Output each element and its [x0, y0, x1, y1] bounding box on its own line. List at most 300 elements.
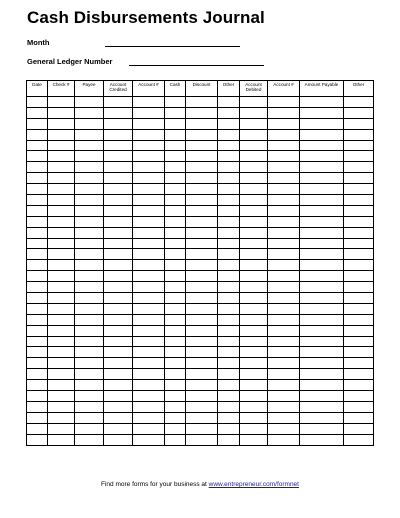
table-cell[interactable] — [240, 434, 268, 445]
table-cell[interactable] — [48, 303, 75, 314]
table-cell[interactable] — [186, 412, 218, 423]
table-cell[interactable] — [27, 238, 48, 249]
table-cell[interactable] — [300, 173, 344, 184]
table-cell[interactable] — [240, 271, 268, 282]
table-cell[interactable] — [75, 358, 104, 369]
table-cell[interactable] — [48, 173, 75, 184]
table-cell[interactable] — [75, 423, 104, 434]
table-cell[interactable] — [240, 184, 268, 195]
table-cell[interactable] — [186, 227, 218, 238]
table-cell[interactable] — [218, 151, 240, 162]
table-cell[interactable] — [240, 107, 268, 118]
table-cell[interactable] — [48, 358, 75, 369]
table-cell[interactable] — [240, 282, 268, 293]
table-cell[interactable] — [344, 216, 374, 227]
table-cell[interactable] — [133, 107, 165, 118]
footer-link[interactable]: www.entrepreneur.com/formnet — [208, 481, 299, 488]
table-cell[interactable] — [104, 314, 133, 325]
table-cell[interactable] — [27, 162, 48, 173]
table-cell[interactable] — [165, 129, 186, 140]
table-cell[interactable] — [268, 282, 300, 293]
table-cell[interactable] — [104, 195, 133, 206]
table-cell[interactable] — [300, 358, 344, 369]
table-cell[interactable] — [104, 336, 133, 347]
table-cell[interactable] — [27, 184, 48, 195]
table-cell[interactable] — [75, 227, 104, 238]
table-cell[interactable] — [344, 314, 374, 325]
table-cell[interactable] — [133, 314, 165, 325]
table-cell[interactable] — [165, 336, 186, 347]
table-cell[interactable] — [133, 205, 165, 216]
table-cell[interactable] — [344, 325, 374, 336]
table-cell[interactable] — [104, 205, 133, 216]
table-cell[interactable] — [344, 423, 374, 434]
table-cell[interactable] — [75, 184, 104, 195]
table-cell[interactable] — [104, 184, 133, 195]
table-cell[interactable] — [218, 227, 240, 238]
table-cell[interactable] — [133, 151, 165, 162]
table-cell[interactable] — [300, 401, 344, 412]
table-cell[interactable] — [218, 412, 240, 423]
table-cell[interactable] — [27, 358, 48, 369]
table-cell[interactable] — [218, 401, 240, 412]
table-cell[interactable] — [240, 412, 268, 423]
table-cell[interactable] — [186, 173, 218, 184]
table-cell[interactable] — [27, 140, 48, 151]
table-cell[interactable] — [75, 205, 104, 216]
table-cell[interactable] — [344, 303, 374, 314]
table-cell[interactable] — [344, 260, 374, 271]
table-cell[interactable] — [218, 184, 240, 195]
table-cell[interactable] — [344, 205, 374, 216]
table-cell[interactable] — [300, 216, 344, 227]
table-cell[interactable] — [218, 303, 240, 314]
table-cell[interactable] — [300, 412, 344, 423]
table-cell[interactable] — [186, 216, 218, 227]
table-cell[interactable] — [27, 303, 48, 314]
table-cell[interactable] — [165, 260, 186, 271]
table-cell[interactable] — [240, 205, 268, 216]
table-cell[interactable] — [104, 434, 133, 445]
table-cell[interactable] — [165, 107, 186, 118]
table-cell[interactable] — [133, 195, 165, 206]
table-cell[interactable] — [268, 293, 300, 304]
table-cell[interactable] — [75, 129, 104, 140]
table-cell[interactable] — [27, 314, 48, 325]
table-cell[interactable] — [186, 107, 218, 118]
table-cell[interactable] — [218, 205, 240, 216]
table-cell[interactable] — [48, 97, 75, 108]
table-cell[interactable] — [186, 118, 218, 129]
table-cell[interactable] — [133, 423, 165, 434]
table-cell[interactable] — [344, 227, 374, 238]
table-cell[interactable] — [268, 412, 300, 423]
table-cell[interactable] — [133, 184, 165, 195]
table-cell[interactable] — [104, 173, 133, 184]
table-cell[interactable] — [48, 249, 75, 260]
table-cell[interactable] — [268, 227, 300, 238]
table-cell[interactable] — [344, 238, 374, 249]
table-cell[interactable] — [344, 271, 374, 282]
table-cell[interactable] — [133, 358, 165, 369]
table-cell[interactable] — [344, 107, 374, 118]
table-cell[interactable] — [27, 260, 48, 271]
table-cell[interactable] — [165, 216, 186, 227]
table-cell[interactable] — [165, 358, 186, 369]
table-cell[interactable] — [133, 325, 165, 336]
table-cell[interactable] — [300, 107, 344, 118]
table-cell[interactable] — [186, 401, 218, 412]
table-cell[interactable] — [300, 347, 344, 358]
table-cell[interactable] — [48, 347, 75, 358]
table-cell[interactable] — [27, 412, 48, 423]
table-cell[interactable] — [48, 314, 75, 325]
table-cell[interactable] — [75, 107, 104, 118]
table-cell[interactable] — [240, 391, 268, 402]
table-cell[interactable] — [133, 369, 165, 380]
table-cell[interactable] — [240, 401, 268, 412]
table-cell[interactable] — [165, 205, 186, 216]
table-cell[interactable] — [75, 282, 104, 293]
table-cell[interactable] — [165, 195, 186, 206]
table-cell[interactable] — [104, 249, 133, 260]
table-cell[interactable] — [268, 151, 300, 162]
table-cell[interactable] — [133, 162, 165, 173]
table-cell[interactable] — [165, 238, 186, 249]
table-cell[interactable] — [48, 118, 75, 129]
table-cell[interactable] — [300, 325, 344, 336]
table-cell[interactable] — [27, 369, 48, 380]
table-cell[interactable] — [27, 293, 48, 304]
table-cell[interactable] — [218, 380, 240, 391]
table-cell[interactable] — [165, 282, 186, 293]
table-cell[interactable] — [344, 369, 374, 380]
table-cell[interactable] — [300, 380, 344, 391]
table-cell[interactable] — [268, 140, 300, 151]
table-cell[interactable] — [165, 423, 186, 434]
table-cell[interactable] — [218, 423, 240, 434]
table-cell[interactable] — [186, 293, 218, 304]
table-cell[interactable] — [27, 391, 48, 402]
table-cell[interactable] — [75, 173, 104, 184]
table-cell[interactable] — [240, 423, 268, 434]
table-cell[interactable] — [48, 162, 75, 173]
table-cell[interactable] — [27, 151, 48, 162]
table-cell[interactable] — [300, 205, 344, 216]
table-cell[interactable] — [133, 434, 165, 445]
table-cell[interactable] — [240, 216, 268, 227]
table-cell[interactable] — [218, 97, 240, 108]
table-cell[interactable] — [48, 195, 75, 206]
table-cell[interactable] — [300, 303, 344, 314]
table-cell[interactable] — [165, 380, 186, 391]
table-cell[interactable] — [218, 162, 240, 173]
table-cell[interactable] — [48, 293, 75, 304]
table-cell[interactable] — [48, 380, 75, 391]
table-cell[interactable] — [48, 205, 75, 216]
table-cell[interactable] — [75, 162, 104, 173]
table-cell[interactable] — [344, 151, 374, 162]
table-cell[interactable] — [186, 303, 218, 314]
table-cell[interactable] — [104, 260, 133, 271]
table-cell[interactable] — [344, 347, 374, 358]
table-cell[interactable] — [268, 216, 300, 227]
table-cell[interactable] — [75, 401, 104, 412]
table-cell[interactable] — [268, 129, 300, 140]
table-cell[interactable] — [186, 314, 218, 325]
table-cell[interactable] — [186, 260, 218, 271]
table-cell[interactable] — [218, 336, 240, 347]
table-cell[interactable] — [48, 412, 75, 423]
table-cell[interactable] — [300, 336, 344, 347]
table-cell[interactable] — [165, 325, 186, 336]
table-cell[interactable] — [268, 184, 300, 195]
table-cell[interactable] — [75, 271, 104, 282]
table-cell[interactable] — [186, 140, 218, 151]
table-cell[interactable] — [75, 238, 104, 249]
table-cell[interactable] — [165, 347, 186, 358]
table-cell[interactable] — [218, 140, 240, 151]
table-cell[interactable] — [240, 260, 268, 271]
table-cell[interactable] — [48, 227, 75, 238]
table-cell[interactable] — [268, 325, 300, 336]
table-cell[interactable] — [75, 293, 104, 304]
table-cell[interactable] — [133, 238, 165, 249]
table-cell[interactable] — [133, 216, 165, 227]
table-cell[interactable] — [104, 293, 133, 304]
table-cell[interactable] — [186, 184, 218, 195]
table-cell[interactable] — [48, 401, 75, 412]
table-cell[interactable] — [240, 151, 268, 162]
table-cell[interactable] — [268, 260, 300, 271]
table-cell[interactable] — [48, 238, 75, 249]
table-cell[interactable] — [48, 216, 75, 227]
table-cell[interactable] — [75, 391, 104, 402]
table-cell[interactable] — [218, 282, 240, 293]
table-cell[interactable] — [104, 347, 133, 358]
table-cell[interactable] — [300, 97, 344, 108]
table-cell[interactable] — [104, 216, 133, 227]
table-cell[interactable] — [48, 260, 75, 271]
table-cell[interactable] — [27, 249, 48, 260]
table-cell[interactable] — [300, 391, 344, 402]
table-cell[interactable] — [300, 140, 344, 151]
table-cell[interactable] — [218, 293, 240, 304]
table-cell[interactable] — [165, 162, 186, 173]
table-cell[interactable] — [133, 282, 165, 293]
table-cell[interactable] — [344, 97, 374, 108]
table-cell[interactable] — [75, 325, 104, 336]
table-cell[interactable] — [268, 347, 300, 358]
table-cell[interactable] — [186, 195, 218, 206]
table-cell[interactable] — [104, 118, 133, 129]
table-cell[interactable] — [75, 412, 104, 423]
table-cell[interactable] — [218, 325, 240, 336]
table-cell[interactable] — [218, 107, 240, 118]
table-cell[interactable] — [268, 162, 300, 173]
table-cell[interactable] — [133, 118, 165, 129]
table-cell[interactable] — [48, 391, 75, 402]
table-cell[interactable] — [27, 423, 48, 434]
table-cell[interactable] — [186, 380, 218, 391]
table-cell[interactable] — [75, 434, 104, 445]
table-cell[interactable] — [218, 369, 240, 380]
table-cell[interactable] — [186, 325, 218, 336]
table-cell[interactable] — [218, 347, 240, 358]
table-cell[interactable] — [344, 249, 374, 260]
table-cell[interactable] — [218, 260, 240, 271]
table-cell[interactable] — [186, 271, 218, 282]
table-cell[interactable] — [27, 205, 48, 216]
table-cell[interactable] — [186, 434, 218, 445]
table-cell[interactable] — [240, 97, 268, 108]
table-cell[interactable] — [344, 195, 374, 206]
table-cell[interactable] — [186, 129, 218, 140]
table-cell[interactable] — [300, 293, 344, 304]
table-cell[interactable] — [48, 369, 75, 380]
table-cell[interactable] — [48, 107, 75, 118]
table-cell[interactable] — [75, 195, 104, 206]
table-cell[interactable] — [300, 369, 344, 380]
table-cell[interactable] — [300, 227, 344, 238]
table-cell[interactable] — [240, 347, 268, 358]
table-cell[interactable] — [300, 129, 344, 140]
table-cell[interactable] — [268, 118, 300, 129]
table-cell[interactable] — [133, 271, 165, 282]
table-cell[interactable] — [240, 162, 268, 173]
table-cell[interactable] — [344, 391, 374, 402]
table-cell[interactable] — [268, 423, 300, 434]
table-cell[interactable] — [344, 401, 374, 412]
table-cell[interactable] — [268, 249, 300, 260]
table-cell[interactable] — [186, 423, 218, 434]
table-cell[interactable] — [218, 238, 240, 249]
table-cell[interactable] — [48, 336, 75, 347]
table-cell[interactable] — [344, 184, 374, 195]
table-cell[interactable] — [75, 369, 104, 380]
table-cell[interactable] — [165, 412, 186, 423]
table-cell[interactable] — [104, 227, 133, 238]
table-cell[interactable] — [104, 358, 133, 369]
table-cell[interactable] — [218, 216, 240, 227]
table-cell[interactable] — [133, 249, 165, 260]
general-ledger-number-field[interactable] — [129, 65, 264, 66]
table-cell[interactable] — [165, 140, 186, 151]
table-cell[interactable] — [75, 336, 104, 347]
table-cell[interactable] — [344, 412, 374, 423]
table-cell[interactable] — [27, 282, 48, 293]
table-cell[interactable] — [344, 140, 374, 151]
table-cell[interactable] — [240, 358, 268, 369]
table-cell[interactable] — [165, 173, 186, 184]
table-cell[interactable] — [240, 249, 268, 260]
table-cell[interactable] — [218, 391, 240, 402]
table-cell[interactable] — [240, 129, 268, 140]
table-cell[interactable] — [75, 249, 104, 260]
table-cell[interactable] — [165, 369, 186, 380]
table-cell[interactable] — [268, 271, 300, 282]
table-cell[interactable] — [240, 336, 268, 347]
table-cell[interactable] — [268, 358, 300, 369]
table-cell[interactable] — [133, 347, 165, 358]
table-cell[interactable] — [48, 184, 75, 195]
table-cell[interactable] — [165, 391, 186, 402]
table-cell[interactable] — [133, 380, 165, 391]
table-cell[interactable] — [344, 434, 374, 445]
table-cell[interactable] — [300, 118, 344, 129]
table-cell[interactable] — [48, 151, 75, 162]
table-cell[interactable] — [240, 118, 268, 129]
table-cell[interactable] — [27, 118, 48, 129]
table-cell[interactable] — [344, 118, 374, 129]
table-cell[interactable] — [218, 358, 240, 369]
table-cell[interactable] — [133, 303, 165, 314]
table-cell[interactable] — [186, 162, 218, 173]
table-cell[interactable] — [268, 434, 300, 445]
table-cell[interactable] — [268, 369, 300, 380]
table-cell[interactable] — [75, 118, 104, 129]
table-cell[interactable] — [300, 238, 344, 249]
table-cell[interactable] — [300, 314, 344, 325]
table-cell[interactable] — [186, 97, 218, 108]
table-cell[interactable] — [104, 151, 133, 162]
table-cell[interactable] — [48, 434, 75, 445]
table-cell[interactable] — [240, 325, 268, 336]
table-cell[interactable] — [300, 162, 344, 173]
table-cell[interactable] — [268, 173, 300, 184]
table-cell[interactable] — [218, 314, 240, 325]
table-cell[interactable] — [240, 314, 268, 325]
table-cell[interactable] — [75, 347, 104, 358]
table-cell[interactable] — [344, 358, 374, 369]
table-cell[interactable] — [104, 369, 133, 380]
table-cell[interactable] — [186, 151, 218, 162]
table-cell[interactable] — [27, 216, 48, 227]
table-cell[interactable] — [268, 391, 300, 402]
table-cell[interactable] — [104, 423, 133, 434]
table-cell[interactable] — [75, 314, 104, 325]
table-cell[interactable] — [240, 195, 268, 206]
table-cell[interactable] — [48, 423, 75, 434]
table-cell[interactable] — [104, 303, 133, 314]
table-cell[interactable] — [344, 162, 374, 173]
table-cell[interactable] — [186, 358, 218, 369]
table-cell[interactable] — [133, 173, 165, 184]
table-cell[interactable] — [104, 97, 133, 108]
table-cell[interactable] — [268, 238, 300, 249]
month-field[interactable] — [105, 46, 240, 47]
table-cell[interactable] — [344, 293, 374, 304]
table-cell[interactable] — [344, 336, 374, 347]
table-cell[interactable] — [27, 97, 48, 108]
table-cell[interactable] — [133, 391, 165, 402]
table-cell[interactable] — [268, 205, 300, 216]
table-cell[interactable] — [27, 434, 48, 445]
table-cell[interactable] — [165, 249, 186, 260]
table-cell[interactable] — [268, 401, 300, 412]
table-cell[interactable] — [104, 391, 133, 402]
table-cell[interactable] — [300, 249, 344, 260]
table-cell[interactable] — [48, 282, 75, 293]
table-cell[interactable] — [240, 238, 268, 249]
table-cell[interactable] — [218, 129, 240, 140]
table-cell[interactable] — [133, 129, 165, 140]
table-cell[interactable] — [27, 347, 48, 358]
table-cell[interactable] — [165, 434, 186, 445]
table-cell[interactable] — [165, 314, 186, 325]
table-cell[interactable] — [186, 391, 218, 402]
table-cell[interactable] — [75, 140, 104, 151]
